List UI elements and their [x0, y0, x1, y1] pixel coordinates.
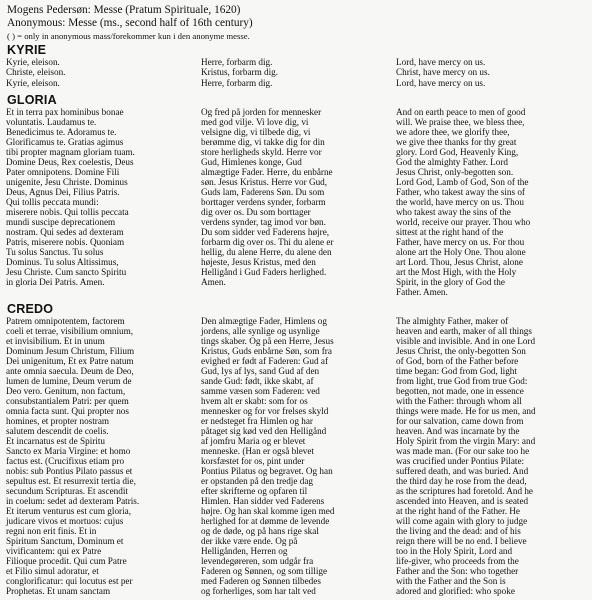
- credo-english-text: The almighty Father, maker of heaven and earth, maker of all things visible and invisible. And in one Lord Jesus Christ, the only-begotten Son of God, born of the Father before time began: God from God, light from light, true God from true God: begotten, not made, one in essence with the Father: through whom all things were made. He for us men, and for our salvation, came down from heaven. And was incarnate by the Holy Spirit from the virgin Mary: and was made man. (For our sake too he was crucified under Pontius Pilate: suffered death, and was buried. And the third day he rose from the dead, as the scriptures had foretold. And he ascended into Heaven, and is seated at the right hand of the Father. He will come again with glory to judge the living and the dead: and of his reign there will be no end. I believe too in the Holy Spirit, Lord and life-giver, who proceeds from the Father and the Son: who together with the Father and the Son is adored and glorified: who spoke: [396, 315, 536, 596]
- gloria-columns: [6, 107, 586, 297]
- header-title-pedersoen: Mogens Pedersøn: Messe (Pratum Spirituale, 1620): [7, 4, 241, 16]
- kyrie-columns: [6, 57, 586, 88]
- kyrie-danish-text: Herre, forbarm dig. Kristus, forbarm dig. Herre, forbarm dig.: [201, 57, 279, 88]
- kyrie-english-text: Lord, have mercy on us. Christ, have mercy on us. Lord, have mercy on us.: [396, 57, 490, 88]
- gloria-danish-text: Og fred på jorden for mennesker med god vilje. Vi love dig, vi velsigne dig, vi tilbede dig, vi berømme dig, vi takke dig for din store herligheds skyld. Herre vor Gud, Himlenes konge, Gud almægtige Fader. Herre, du enbårne søn. Jesus Kristus. Herre vor Gud, Guds lam, Faderens Søn. Du som borttager verdens synder, forbarm dig over os. Du som borttager verdens synder, tag imod vor bøn. Du som sidder ved Faderens højre, forbarm dig over os. Thi du alene er hellig, du alene Herre, du alene den højeste, Jesus Kristus, med den Helligånd i Gud Faders herlighed. Amen.: [201, 106, 334, 287]
- gloria-latin-text: Et in terra pax hominibus bonae voluntatis. Laudamus te. Benedicimus te. Adoramus te. Glorificamus te. Gratias agimus tibi propter magnam gloriam tuam. Domine Deus, Rex coelestis, Deus Pater omnipotens. Domine Fili unigenite, Jesu Christe. Dominus Deus, Agnus Dei, Filius Patris. Qui tollis peccata mundi: miserere nobis. Qui tollis peccata mundi suscipe deprecationem nostram. Qui sedes ad dexteram Patris, miserere nobis. Quoniam Tu solus Sanctus. Tu solus Dominus. Tu solus Altissimus, Jesu Christe. Cum sancto Spiritu in gloria Dei Patris. Amen.: [6, 106, 135, 287]
- credo-danish-text: Den almægtige Fader, Himlens og jordens, alle synlige og usynlige tings skaber. Og på een Herre, Jesus Kristus, Guds enbårne Søn, som fra evighed er født af Faderen: Gud af Gud, lys af lys, sand Gud af den sande Gud: født, ikke skabt, af samme væsen som Faderen: ved hvem alt er skabt: som for os mennesker og for vor frelses skyld er nedsteget fra Himlen og har påtaget sig kød ved den Helligånd af jomfru Maria og er blevet menneske. (Han er også blevet korsfæstet for os, pint under Pontius Pilatus og begravet. Og han er opstanden på den tredje dag efter skrifterne og opfaren til Himlen. Han sidder ved Faderens højre. Og han skal komme igen med herlighed for at dømme de levende og de døde, og på hans rige skal der ikke være ende. Og på Helligånden, Herren og levendegøreren, som udgår fra Faderen og Sønnen, og som tillige med Faderen og Sønnen tilbedes og forherliges, som har talt ved: [201, 315, 335, 596]
- gloria-heading: GLORIA: [7, 92, 57, 107]
- gloria-section: [6, 93, 586, 297]
- gloria-english-text: And on earth peace to men of good will. We praise thee, we bless thee, we adore thee, we glorify thee, we give thee thanks for thy great glory. Lord God, Heavenly King, God the almighty Father. Lord Jesus Christ, only-begotten son. Lord God, Lamb of God, Son of the Father, who takest away the sins of the world, have mercy on us. Thou who takest away the sins of the world, receive our prayer. Thou who sittest at the right hand of the Father, have mercy on us. For thou alone art the Holy One. Thou alone art Lord. Thou, Jesus Christ, alone art the Most High, with the Holy Spirit, in the glory of God the Father. Amen.: [396, 106, 531, 297]
- kyrie-heading: KYRIE: [7, 43, 47, 57]
- header-note: ( ) = only in anonymous mass/forekommer kun i den anonyme messe.: [7, 31, 250, 41]
- credo-latin-text: Patrem omnipotentem, factorem coeli et terrae, visibilium omnium, et invisibilium. Et in unum Dominum Jesum Christum, Filium Dei unigenitum, Et ex Patre natum ante omnia saecula. Deum de Deo, lumen de lumine, Deum verum de Deo vero. Genitum, non factum, consubstantialem Patri: per quem omnia facta sunt. Qui propter nos homines, et propter nostram salutem descendit de coelis. Et incarnatus est de Spiritu Sancto ex Maria Virgine: et homo factus est. (Crucifixus etiam pro nobis: sub Pontius Pilato passus et sepultus est. Et resurrexit tertia die, secundum Scripturas. Et ascendit in coelum: sedet ad dexteram Patris. Et iterum venturus est cum gloria, judicare vivos et mortuos: cujus regni non erit finis. Et in Spiritum Sanctum, Dominum et vivificantem: qui ex Patre Filioque procedit. Qui cum Patre et Filio simul adoratur, et conglorificatur: qui locutus est per Prophetas. Et unam sanctam: [6, 315, 140, 596]
- header-title-anonymous: Anonymous: Messe (ms., second half of 16th century): [7, 17, 253, 29]
- credo-heading: CREDO: [7, 301, 54, 316]
- kyrie-latin-text: Kyrie, eleison. Christe, eleison. Kyrie, eleison.: [6, 57, 66, 88]
- credo-columns: [6, 316, 586, 596]
- kyrie-section: [6, 43, 586, 88]
- credo-section: [6, 302, 586, 596]
